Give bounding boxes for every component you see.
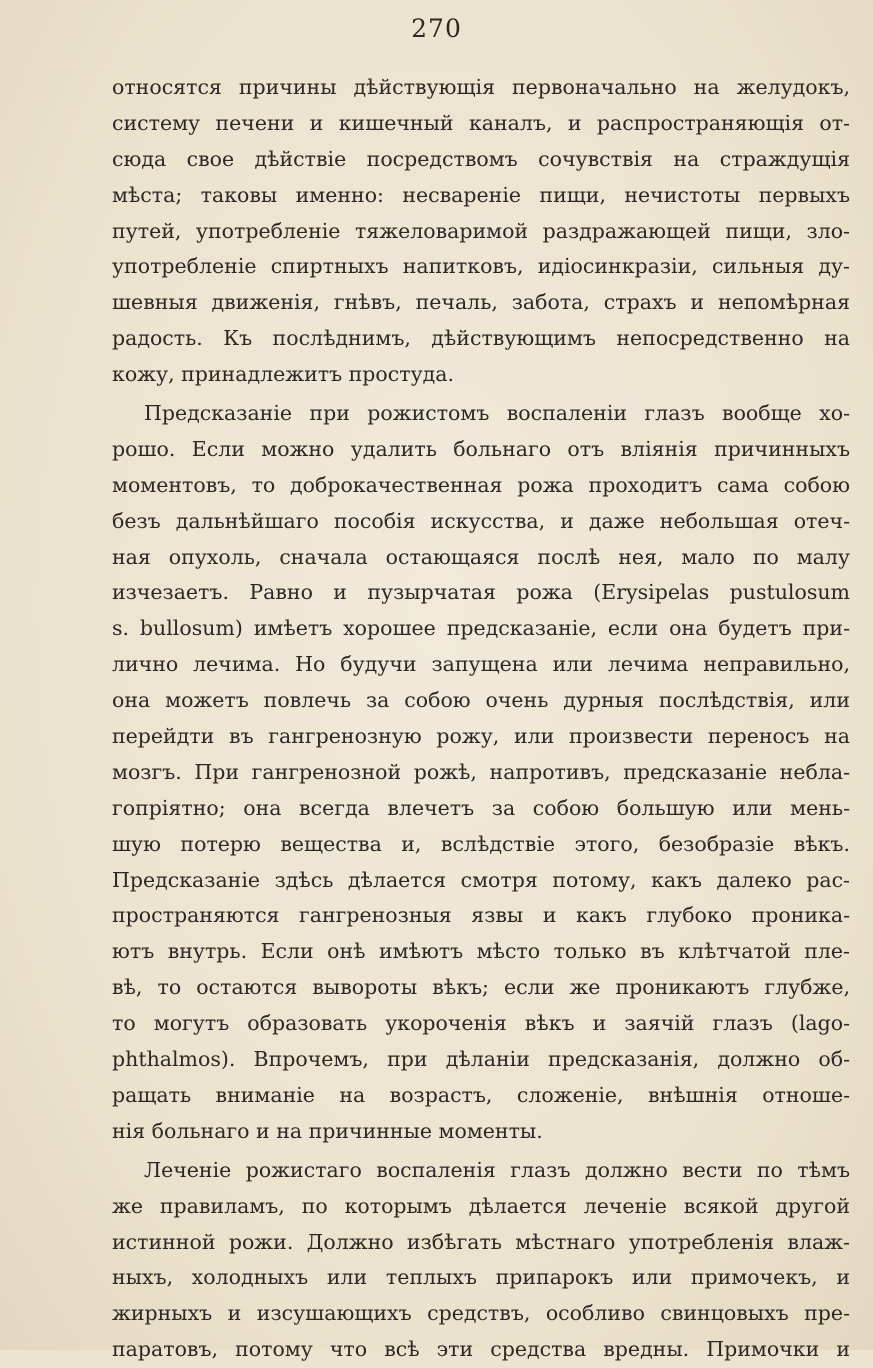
text-line: Предсказаніе при рожистомъ воспаленіи глазъ вообще хо-	[144, 401, 850, 426]
paragraph-causes	[112, 70, 850, 393]
text-line: ращать вниманіе на возрастъ, сложеніе, внѣшнія отноше-	[112, 1082, 850, 1107]
text-line: перейдти въ гангренозную рожу, или произвести переносъ на	[112, 724, 850, 749]
page-number: 270	[411, 14, 462, 43]
text-line: кожу, принадлежитъ простуда.	[112, 362, 455, 387]
paragraph-prognosis	[112, 396, 850, 1150]
text-line: радость. Къ послѣднимъ, дѣйствующимъ непосредственно на	[112, 326, 850, 351]
text-line: путей, употребленіе тяжеловаримой раздражающей пищи, зло-	[112, 218, 850, 243]
text-line: употребленіе спиртныхъ напитковъ, идіосинкразіи, сильныя ду-	[112, 254, 850, 279]
text-line: то могутъ образовать укороченія вѣкъ и заячій глазъ (lago-	[112, 1011, 850, 1036]
text-line: шевныя движенія, гнѣвъ, печаль, забота, страхъ и непомѣрная	[112, 290, 850, 315]
text-line: гопріятно; она всегда влечетъ за собою большую или мень-	[112, 795, 850, 820]
text-line: лично лечима. Но будучи запущена или лечима неправильно,	[112, 652, 850, 677]
text-line: пространяются гангренозныя язвы и какъ глубоко проника-	[112, 903, 850, 928]
text-line: Леченіе рожистаго воспаленія глазъ должно вести по тѣмъ	[144, 1157, 850, 1182]
text-line: относятся причины дѣйствующія первоначально на желудокъ,	[112, 75, 850, 99]
text-line: s. bullosum) имѣетъ хорошее предсказаніе, если она будетъ при-	[112, 616, 850, 641]
text-line: вѣ, то остаются вывороты вѣкъ; если же проникаютъ глубже,	[112, 975, 850, 1000]
text-line: она можетъ повлечь за собою очень дурныя послѣдствія, или	[112, 688, 850, 713]
text-line: безъ дальнѣйшаго пособія искусства, и даже небольшая отеч-	[112, 508, 850, 533]
text-line: изчезаетъ. Равно и пузырчатая рожа (Erysipelas pustulosum	[112, 580, 850, 605]
text-line: ютъ внутрь. Если онѣ имѣютъ мѣсто только въ клѣтчатой пле-	[112, 939, 850, 964]
text-line: phthalmos). Впрочемъ, при дѣланіи предсказанія, должно об-	[112, 1047, 850, 1072]
text-line: шую потерю вещества и, вслѣдствіе этого, безобразіе вѣкъ.	[112, 831, 850, 856]
text-line: ныхъ, холодныхъ или теплыхъ припарокъ или примочекъ, и	[112, 1265, 850, 1290]
text-line: мѣста; таковы именно: несвареніе пищи, нечистоты первыхъ	[112, 182, 850, 207]
text-line: же правиламъ, по которымъ дѣлается леченіе всякой другой	[112, 1193, 850, 1218]
text-line: жирныхъ и изсушающихъ средствъ, особливо свинцовыхъ пре-	[112, 1301, 850, 1326]
body-text	[112, 70, 850, 1368]
paragraph-treatment	[112, 1153, 850, 1368]
text-line: истинной рожи. Должно избѣгать мѣстнаго употребленія влаж-	[112, 1229, 850, 1254]
text-line: систему печени и кишечный каналъ, и распространяющія от-	[112, 110, 850, 135]
text-line: мозгъ. При гангренозной рожѣ, напротивъ, предсказаніе небла-	[112, 759, 850, 784]
text-line: нія больнаго и на причинные моменты.	[112, 1118, 543, 1143]
text-line: паратовъ, потому что всѣ эти средства вредны. Примочки и	[112, 1337, 850, 1362]
text-line: моментовъ, то доброкачественная рожа проходитъ сама собою	[112, 472, 850, 497]
text-line: сюда свое дѣйствіе посредствомъ сочувствія на страждущія	[112, 146, 850, 171]
text-line: ная опухоль, сначала остающаяся послѣ нея, мало по малу	[112, 544, 850, 569]
text-line: рошо. Если можно удалить больнаго отъ вліянія причинныхъ	[112, 436, 850, 461]
text-line: Предсказаніе здѣсь дѣлается смотря потому, какъ далеко рас-	[112, 867, 850, 892]
